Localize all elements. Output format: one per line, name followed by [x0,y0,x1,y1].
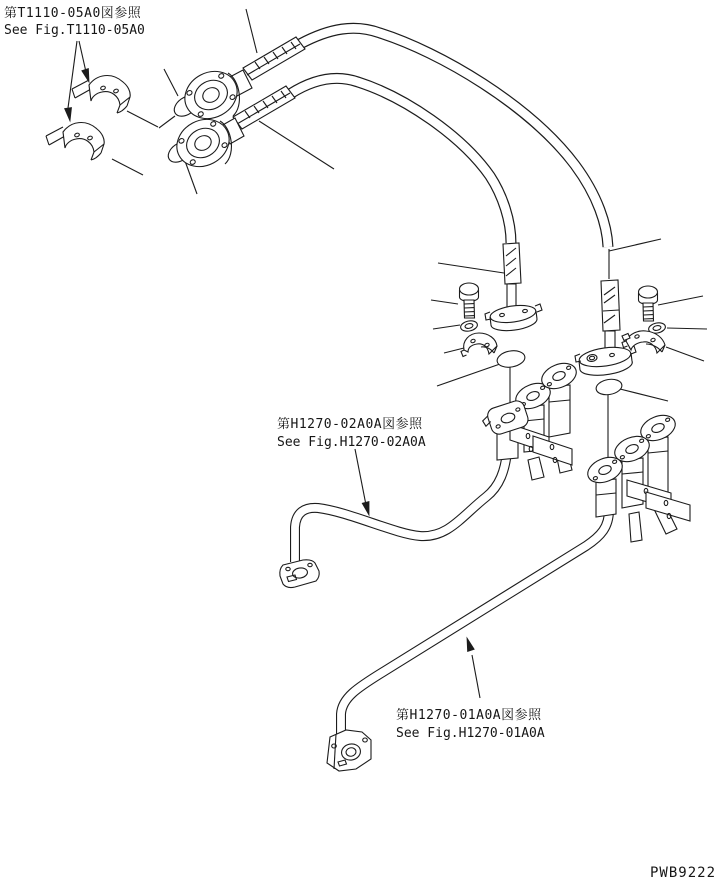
elbow-pipe-h1270-01a0a [341,496,609,738]
leader-lines [112,9,707,401]
manifold-right [584,411,690,542]
washer-left [460,319,479,332]
o-ring-3 [496,349,526,370]
ref-h1270-02-jp: 第H1270-02A0A図参照 [277,417,423,432]
split-flange-foot-right [575,344,636,375]
flange-bolt-right [639,286,658,321]
drawing-code: PWB9222 [650,865,717,881]
hose-clamp-half-2 [46,123,104,160]
reference-arrows [65,41,480,698]
elbow-pipe-h1270-02a0a [295,452,507,562]
hose-fitting-right [575,280,636,375]
pipe-flange-bottom [327,730,371,771]
manifold-left [480,359,580,480]
split-flange-foot-left [485,303,542,331]
ref-t1110-en: See Fig.T1110-05A0 [4,23,145,38]
hose-fitting-left [485,243,542,331]
flange-bolt-left [460,283,479,318]
hose-clamp-half-1 [72,76,130,113]
o-ring-4 [595,377,623,396]
pipe-flange-left [280,560,319,588]
ref-h1270-02-en: See Fig.H1270-02A0A [277,435,426,450]
ref-t1110-jp: 第T1110-05A0図参照 [4,6,142,21]
ref-h1270-01-en: See Fig.H1270-01A0A [396,726,545,741]
ref-h1270-01-jp: 第H1270-01A0A図参照 [396,708,542,723]
split-flange-half-left [461,333,497,357]
hose-assembly-lower [290,78,511,243]
